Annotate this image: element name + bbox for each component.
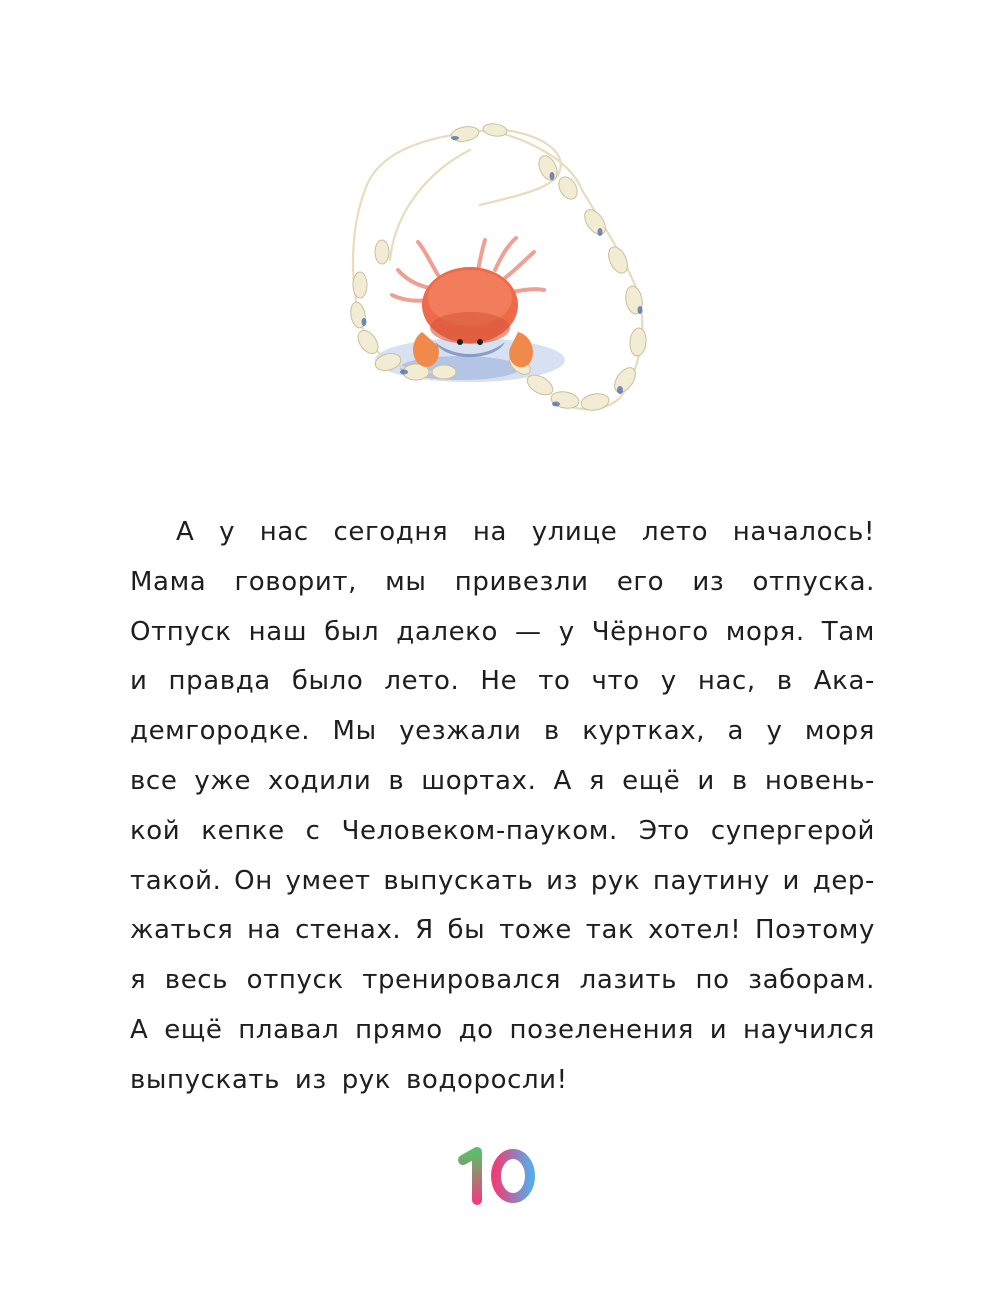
story-line: выпускать из рук водоросли! — [130, 1064, 568, 1095]
page-number — [455, 1140, 545, 1210]
story-line: А ещё плавал прямо до позеленения и научился — [130, 1014, 875, 1045]
story-line: такой. Он умеет выпускать из рук паутину и дер- — [130, 865, 875, 896]
story-line: я весь отпуск тренировался лазить по заборам. — [130, 965, 875, 996]
story-line: жаться на стенах. Я бы тоже так хотел! Поэтому — [130, 915, 875, 946]
story-text — [130, 508, 875, 1106]
illustration-svg — [320, 110, 690, 450]
story-line: демгородке. Мы уезжали в куртках, а у моря — [130, 716, 875, 747]
story-line: Мама говорит, мы привезли его из отпуска. — [130, 566, 875, 597]
page-number-digit-one — [463, 1152, 477, 1200]
story-line: А у нас сегодня на улице лето началось! — [176, 517, 875, 547]
story-line: Отпуск наш был далеко — у Чёрного моря. Там — [130, 616, 875, 647]
story-line: все уже ходили в шортах. А я ещё и в новень- — [130, 765, 875, 796]
page-number-digit-zero — [496, 1154, 530, 1198]
story-line: кой кепке с Человеком-пауком. Это супергерой — [130, 815, 875, 846]
page-number-svg — [455, 1140, 545, 1210]
crab-necklace-illustration — [320, 110, 690, 450]
story-line: и правда было лето. Не то что у нас, в Ака- — [130, 666, 875, 697]
